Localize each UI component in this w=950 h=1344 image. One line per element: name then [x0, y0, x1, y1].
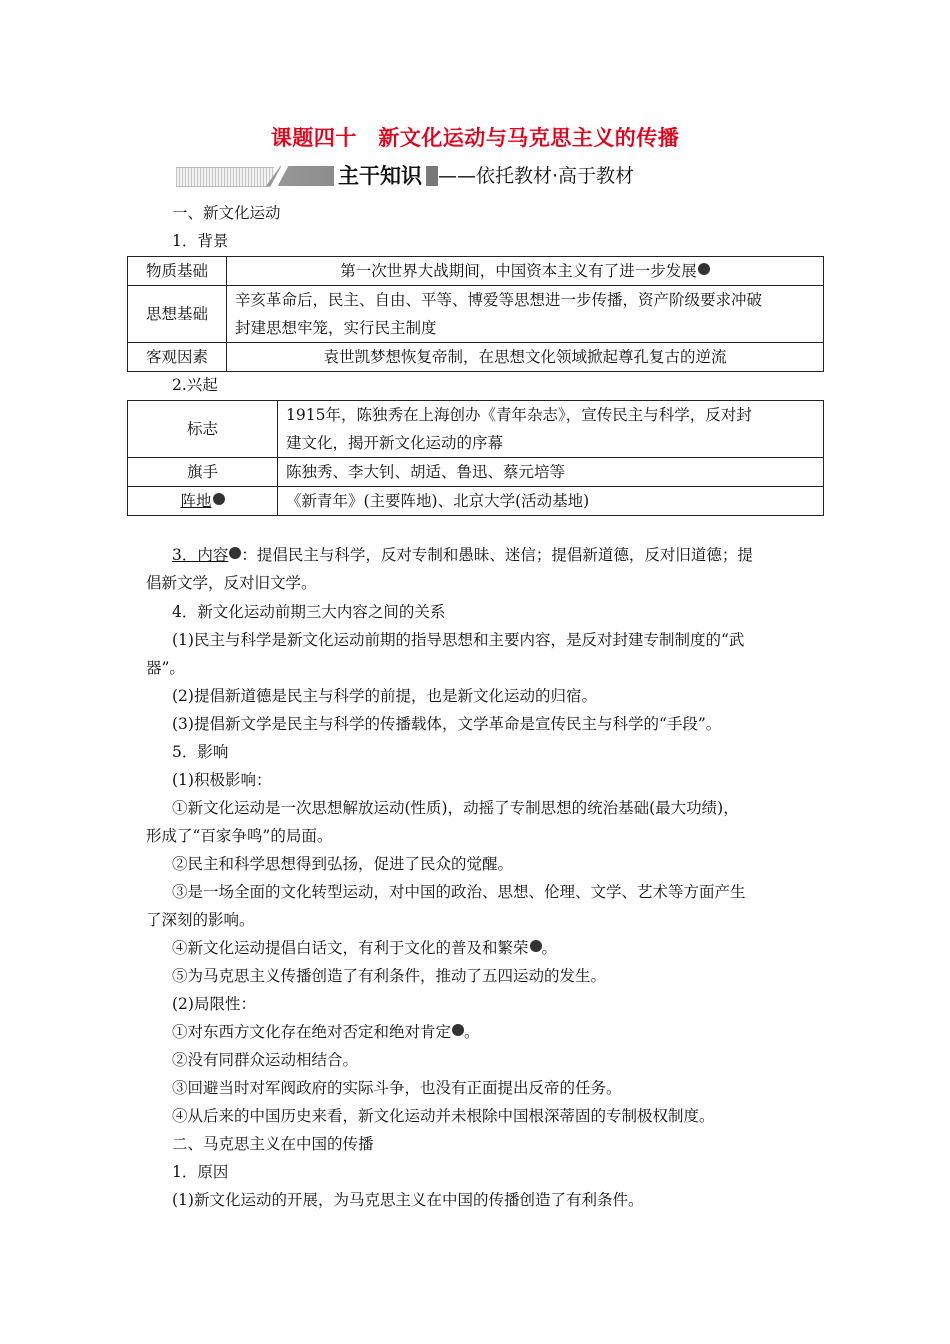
key-text: 阵地 — [180, 492, 212, 510]
item-text: ①对东西方文化存在绝对否定和绝对肯定 — [172, 1023, 452, 1041]
positive-item-2: ②民主和科学思想得到弘扬，促进了民众的觉醒。 — [172, 855, 514, 873]
annotation-marker-icon — [452, 1024, 464, 1036]
value-text-line: 封建思想牢笼，实行民主制度 — [235, 319, 437, 337]
reason-heading: 1．原因 — [172, 1163, 229, 1181]
annotation-marker-icon — [530, 940, 542, 952]
section-2-heading: 二、马克思主义在中国的传播 — [172, 1135, 374, 1153]
table-value-cell — [227, 286, 824, 343]
table-row — [128, 401, 824, 458]
limitation-item-4: ④从后来的中国历史来看，新文化运动并未根除中国根深蒂固的专制极权制度。 — [172, 1107, 715, 1125]
banner-hatch-decoration — [176, 167, 274, 187]
annotation-marker-icon — [229, 547, 241, 559]
table-key-cell: 旗手 — [128, 458, 278, 487]
banner-main-label: 主干知识 — [334, 160, 426, 190]
value-text-line: 辛亥革命后，民主、自由、平等、博爱等思想进一步传播，资产阶级要求冲破 — [235, 291, 763, 309]
table-key-cell: 物质基础 — [128, 257, 227, 286]
value-text-line: 建文化，揭开新文化运动的序幕 — [286, 434, 504, 452]
table-key-cell: 客观因素 — [128, 343, 227, 372]
table-row — [128, 257, 824, 286]
period: 。 — [541, 939, 558, 957]
limitation-item-2: ②没有同群众运动相结合。 — [172, 1051, 359, 1069]
positive-item-3b: 了深刻的影响。 — [146, 911, 255, 929]
annotation-marker-icon — [213, 493, 225, 505]
content-label: 3．内容 — [172, 546, 229, 564]
item-text: ④新文化运动提倡白话文，有利于文化的普及和繁荣 — [172, 939, 529, 957]
content-line-1 — [172, 545, 753, 565]
limitation-item-1 — [172, 1022, 480, 1042]
limitation-heading: (2)局限性： — [172, 995, 256, 1013]
rise-table — [127, 400, 824, 516]
positive-item-4 — [172, 938, 557, 958]
table-row — [128, 487, 824, 516]
table-value-cell: 袁世凯梦想恢复帝制，在思想文化领域掀起尊孔复古的逆流 — [227, 343, 824, 372]
relation-para-1a: (1)民主与科学是新文化运动前期的指导思想和主要内容，是反对封建专制制度的“武 — [172, 631, 745, 649]
table-row — [128, 343, 824, 372]
table-row — [128, 458, 824, 487]
value-text-line: 1915年，陈独秀在上海创办《青年杂志》，宣传民主与科学，反对封 — [286, 406, 752, 424]
table-key-cell: 思想基础 — [128, 286, 227, 343]
content-line-2: 倡新文学，反对旧文学。 — [146, 574, 317, 592]
table-key-cell — [128, 487, 278, 516]
table-value-cell: 《新青年》(主要阵地)、北京大学(活动基地) — [278, 487, 824, 516]
table-value-cell — [278, 401, 824, 458]
impact-heading: 5．影响 — [172, 743, 229, 761]
section-1-heading: 一、新文化运动 — [172, 204, 281, 222]
table-value-cell — [227, 257, 824, 286]
section-banner — [176, 160, 696, 190]
reason-item-1: (1)新文化运动的开展，为马克思主义在中国的传播创造了有利条件。 — [172, 1191, 644, 1209]
relation-para-3: (3)提倡新文学是民主与科学的传播载体，文学革命是宣传民主与科学的“手段”。 — [172, 715, 722, 733]
positive-item-1a: ①新文化运动是一次思想解放运动(性质)，动摇了专制思想的统治基础(最大功绩)， — [172, 799, 739, 817]
background-heading: 1．背景 — [172, 232, 229, 250]
table-key-cell: 标志 — [128, 401, 278, 458]
banner-sub-label: ——依托教材·高于教材 — [438, 161, 640, 188]
relation-heading: 4．新文化运动前期三大内容之间的关系 — [172, 603, 446, 621]
background-table — [127, 256, 824, 372]
relation-para-1b: 器”。 — [146, 659, 185, 677]
positive-heading: (1)积极影响： — [172, 771, 272, 789]
table-row — [128, 286, 824, 343]
limitation-item-3: ③回避当时对军阀政府的实际斗争，也没有正面提出反帝的任务。 — [172, 1079, 622, 1097]
relation-para-2: (2)提倡新道德是民主与科学的前提，也是新文化运动的归宿。 — [172, 687, 597, 705]
positive-item-1b: 形成了“百家争鸣”的局面。 — [146, 827, 333, 845]
period: 。 — [464, 1023, 480, 1041]
annotation-marker-icon — [698, 263, 710, 275]
positive-item-5: ⑤为马克思主义传播创造了有利条件，推动了五四运动的发生。 — [172, 967, 607, 985]
rise-heading: 2.兴起 — [172, 376, 218, 394]
content-text: ：提倡民主与科学，反对专制和愚昧、迷信；提倡新道德，反对旧道德；提 — [241, 546, 753, 564]
table-value-cell: 陈独秀、李大钊、胡适、鲁迅、蔡元培等 — [278, 458, 824, 487]
page-title: 课题四十 新文化运动与马克思主义的传播 — [270, 126, 680, 150]
value-text: 第一次世界大战期间，中国资本主义有了进一步发展 — [340, 262, 697, 280]
positive-item-3a: ③是一场全面的文化转型运动，对中国的政治、思想、伦理、文学、艺术等方面产生 — [172, 883, 746, 901]
